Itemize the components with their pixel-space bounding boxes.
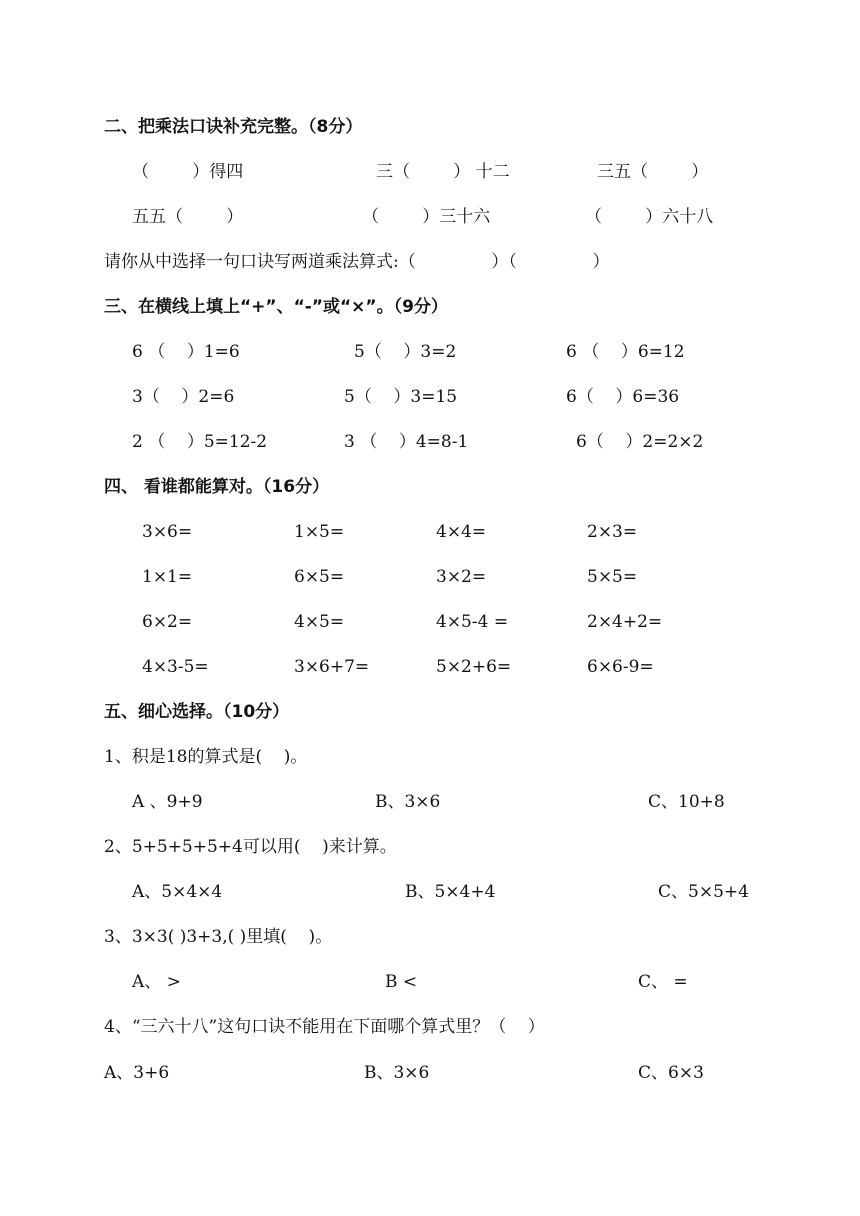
operator-item: 6 （ ）6=12: [566, 342, 685, 362]
option-b: B、5×4+4: [405, 882, 496, 902]
option-a: A、 >: [132, 972, 181, 992]
question-1: 1、积是18的算式是( )。: [104, 747, 308, 767]
operator-item: 6（ ）2=2×2: [576, 432, 704, 452]
option-b: B、3×6: [375, 792, 441, 812]
calc-item: 4×5=: [294, 612, 345, 632]
calc-item: 4×4=: [436, 522, 487, 542]
calc-item: 3×6+7=: [294, 657, 370, 677]
section-5-title: 五、细心选择。（10分）: [104, 702, 290, 722]
option-a: A 、9+9: [132, 792, 203, 812]
calc-item: 6×6-9=: [587, 657, 654, 677]
question-2: 2、5+5+5+5+4可以用( )来计算。: [104, 837, 397, 857]
operator-item: 3（ ）2=6: [132, 387, 235, 407]
operator-item: 2 （ ）5=12-2: [132, 432, 268, 452]
calc-item: 5×2+6=: [436, 657, 512, 677]
calc-item: 3×6=: [142, 522, 193, 542]
calc-item: 5×5=: [587, 567, 638, 587]
operator-item: 3 （ ）4=8-1: [344, 432, 469, 452]
operator-item: 5（ ）3=2: [354, 342, 457, 362]
option-b: B、3×6: [364, 1063, 430, 1083]
operator-item: 6 （ ）1=6: [132, 342, 240, 362]
section-2-title: 二、把乘法口诀补充完整。（8分）: [104, 117, 363, 137]
fill-item: （ ）得四: [132, 162, 244, 182]
option-c: C、10+8: [648, 792, 725, 812]
question-4: 4、“三六十八”这句口诀不能用在下面哪个算式里？（ ）: [104, 1017, 545, 1037]
calc-item: 6×5=: [294, 567, 345, 587]
calc-item: 4×5-4 =: [436, 612, 509, 632]
calc-item: 2×4+2=: [587, 612, 663, 632]
fill-item: 三（ ） 十二: [376, 162, 510, 182]
calc-item: 4×3-5=: [142, 657, 209, 677]
fill-item: （ ）六十八: [585, 207, 714, 227]
calc-item: 1×5=: [294, 522, 345, 542]
fill-item: （ ）三十六: [362, 207, 491, 227]
option-c: C、6×3: [638, 1063, 704, 1083]
calc-item: 6×2=: [142, 612, 193, 632]
section-3-title: 三、在横线上填上“+”、“-”或“×”。（9分）: [104, 297, 448, 317]
calc-item: 3×2=: [436, 567, 487, 587]
operator-item: 6（ ）6=36: [566, 387, 680, 407]
fill-item: 三五（ ）: [597, 162, 709, 182]
calc-item: 1×1=: [142, 567, 193, 587]
option-a: A、5×4×4: [132, 882, 223, 902]
operator-item: 5（ ）3=15: [344, 387, 458, 407]
question-3: 3、3×3( )3+3,( )里填( )。: [104, 927, 333, 947]
fill-item: 五五（ ）: [132, 207, 244, 227]
option-a: A、3+6: [104, 1063, 170, 1083]
option-b: B <: [385, 972, 418, 992]
section-2-prompt: 请你从中选择一句口诀写两道乘法算式:（ ）（ ）: [104, 252, 610, 272]
option-c: C、5×5+4: [658, 882, 749, 902]
section-4-title: 四、 看谁都能算对。（16分）: [104, 477, 330, 497]
calc-item: 2×3=: [587, 522, 638, 542]
option-c: C、 =: [638, 972, 688, 992]
